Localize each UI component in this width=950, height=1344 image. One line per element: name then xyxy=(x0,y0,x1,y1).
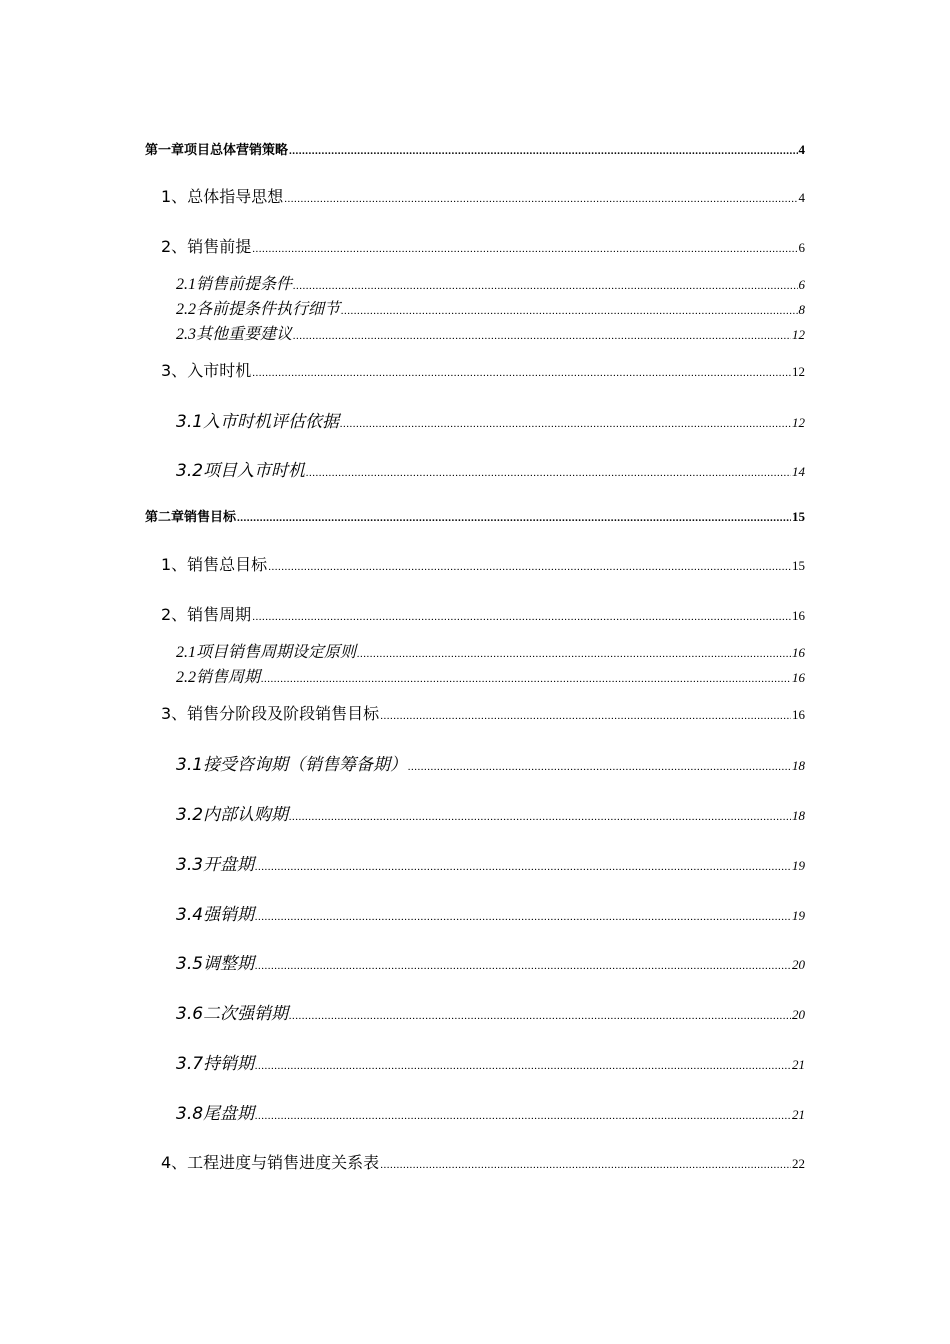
toc-title: 4、工程进度与销售进度关系表 xyxy=(161,1153,380,1172)
toc-number: 第一章 xyxy=(145,143,185,158)
toc-entry-phase-3-3[interactable] xyxy=(176,850,805,875)
toc-entry-sales-phases[interactable] xyxy=(161,701,805,724)
toc-number: 第二章 xyxy=(145,510,185,525)
toc-number: 1、 xyxy=(161,187,188,206)
toc-entry-cycle[interactable] xyxy=(176,664,805,687)
toc-number: 3.1 xyxy=(176,412,204,432)
toc-leader xyxy=(252,243,797,255)
toc-page-number: 6 xyxy=(798,277,805,292)
toc-page-number: 15 xyxy=(792,558,805,573)
toc-number: 3.6 xyxy=(176,1004,204,1024)
toc-title: 接受咨询期（销售筹备期） xyxy=(203,755,408,775)
toc-page-number: 16 xyxy=(792,645,805,660)
toc-entry-3-2[interactable] xyxy=(176,456,805,481)
toc-entry-chapter-1[interactable] xyxy=(145,139,805,158)
toc-title: 销售目标 xyxy=(184,510,237,525)
toc-number: 3.8 xyxy=(176,1104,204,1124)
toc-entry-2-2[interactable] xyxy=(176,296,805,319)
toc-leader xyxy=(289,1010,791,1022)
toc-page-number: 21 xyxy=(792,1107,805,1122)
toc-page-number: 20 xyxy=(792,1007,805,1022)
toc-leader xyxy=(255,861,791,873)
toc-leader xyxy=(340,418,791,430)
toc-title: 项目入市时机 xyxy=(203,461,306,481)
toc-entry-sales-cycle[interactable] xyxy=(161,602,805,625)
toc-leader xyxy=(306,467,791,479)
toc-entry-phase-3-8[interactable] xyxy=(176,1099,805,1124)
toc-title: 1、销售总目标 xyxy=(161,555,268,574)
toc-leader xyxy=(341,305,797,317)
toc-title: 入市时机评估依据 xyxy=(203,412,340,432)
toc-number: 2、 xyxy=(161,237,188,256)
toc-title: 强销期 xyxy=(203,905,255,925)
toc-title: 二次强销期 xyxy=(203,1004,289,1024)
toc-page-number: 16 xyxy=(792,670,805,685)
toc-entry-phase-3-1[interactable] xyxy=(176,750,805,775)
toc-entry-progress-table[interactable] xyxy=(161,1150,805,1173)
toc-entry-phase-3-2[interactable] xyxy=(176,800,805,825)
toc-entry-phase-3-4[interactable] xyxy=(176,900,805,925)
toc-leader xyxy=(408,761,791,773)
toc-leader xyxy=(261,673,791,685)
toc-leader xyxy=(255,1060,791,1072)
toc-entry-cycle-principle[interactable] xyxy=(176,639,805,662)
toc-page-number: 18 xyxy=(792,808,805,823)
toc-entry-chapter-2[interactable] xyxy=(145,506,805,525)
toc-page-number: 21 xyxy=(792,1057,805,1072)
toc-page-number: 15 xyxy=(792,509,805,524)
toc-page-number: 12 xyxy=(792,327,805,342)
toc-title: 开盘期 xyxy=(203,855,255,875)
toc-number: 3.4 xyxy=(176,905,204,925)
toc-leader xyxy=(284,193,797,205)
toc-title: 项目销售周期设定原则 xyxy=(196,644,357,661)
toc-leader xyxy=(380,710,791,722)
toc-number: 2.1 xyxy=(176,644,196,661)
toc-page-number: 16 xyxy=(792,608,805,623)
toc-page-number: 14 xyxy=(792,464,805,479)
toc-title: 总体指导思想 xyxy=(187,187,284,206)
toc-page-number: 6 xyxy=(798,240,805,255)
toc-entry-phase-3-5[interactable] xyxy=(176,949,805,974)
toc-page-number: 19 xyxy=(792,858,805,873)
toc-page-number: 16 xyxy=(792,707,805,722)
toc-page-number: 8 xyxy=(798,302,805,317)
toc-page-number: 19 xyxy=(792,908,805,923)
toc-title: 内部认购期 xyxy=(203,805,289,825)
toc-title: 销售周期 xyxy=(196,669,261,686)
toc-page-number: 12 xyxy=(792,415,805,430)
toc-leader xyxy=(293,280,797,292)
toc-page-number: 12 xyxy=(792,364,805,379)
toc-leader xyxy=(237,512,791,524)
toc-leader xyxy=(268,561,791,573)
toc-leader xyxy=(255,911,791,923)
toc-title: 3、销售分阶段及阶段销售目标 xyxy=(161,704,380,723)
toc-number: 3.2 xyxy=(176,805,204,825)
toc-title: 入市时机 xyxy=(187,361,252,380)
toc-title: 销售前提 xyxy=(187,237,252,256)
toc-number: 3.2 xyxy=(176,461,204,481)
toc-title: 销售前提条件 xyxy=(196,276,293,293)
toc-number: 2.2 xyxy=(176,301,196,318)
toc-number: 2.2 xyxy=(176,669,196,686)
toc-page-number: 4 xyxy=(798,190,805,205)
toc-leader xyxy=(255,960,791,972)
toc-leader xyxy=(289,811,791,823)
toc-entry-phase-3-7[interactable] xyxy=(176,1049,805,1074)
toc-leader xyxy=(357,648,791,660)
toc-title: 项目总体营销策略 xyxy=(184,143,289,158)
toc-entry-2-1[interactable] xyxy=(176,271,805,294)
toc-number: 3.3 xyxy=(176,855,204,875)
toc-leader xyxy=(255,1110,791,1122)
toc-page-number: 20 xyxy=(792,957,805,972)
toc-number: 3.5 xyxy=(176,954,204,974)
toc-entry-3[interactable] xyxy=(161,358,805,381)
toc-entry-3-1[interactable] xyxy=(176,407,805,432)
toc-entry-2[interactable] xyxy=(161,234,805,257)
toc-number: 3、 xyxy=(161,361,188,380)
toc-number: 2.1 xyxy=(176,276,196,293)
toc-entry-phase-3-6[interactable] xyxy=(176,999,805,1024)
toc-number: 2.3 xyxy=(176,326,196,343)
toc-number: 3.7 xyxy=(176,1054,204,1074)
toc-title: 2、销售周期 xyxy=(161,605,252,624)
toc-title: 其他重要建议 xyxy=(196,326,293,343)
toc-page-number: 22 xyxy=(792,1156,805,1171)
toc-title: 持销期 xyxy=(203,1054,255,1074)
toc-page-number: 18 xyxy=(792,758,805,773)
toc-leader xyxy=(252,611,791,623)
toc-title: 尾盘期 xyxy=(203,1104,255,1124)
toc-leader xyxy=(380,1159,791,1171)
toc-entry-sales-total-target[interactable] xyxy=(161,552,805,575)
toc-title: 各前提条件执行细节 xyxy=(196,301,341,318)
toc-leader xyxy=(293,330,791,342)
toc-entry-2-3[interactable] xyxy=(176,321,805,344)
toc-leader xyxy=(289,145,797,157)
toc-entry-1[interactable] xyxy=(161,184,805,207)
toc-leader xyxy=(252,367,791,379)
toc-page-number: 4 xyxy=(798,142,805,157)
toc-number: 3.1 xyxy=(176,755,204,775)
toc-title: 调整期 xyxy=(203,954,255,974)
